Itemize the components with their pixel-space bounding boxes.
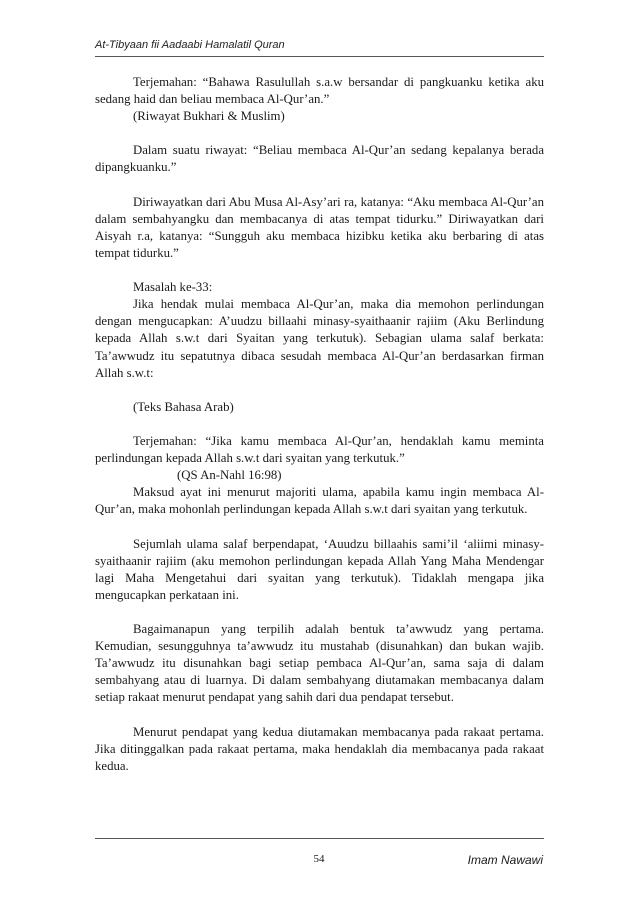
paragraph-translation-1 bbox=[95, 74, 544, 125]
paragraph-maksud-ayat: Maksud ayat ini menurut majoriti ulama, apabila kamu ingin membaca Al-Qur’an, maka mohonlah perlindungan kepada Allah s.w.t dari syaitan yang terkutuk. bbox=[95, 485, 544, 517]
header-rule bbox=[95, 56, 544, 57]
paragraph-translation-2 bbox=[95, 433, 544, 484]
running-header: At-Tibyaan fii Aadaabi Hamalatil Quran bbox=[95, 39, 285, 51]
paragraph-riwayat: Dalam suatu riwayat: “Beliau membaca Al-Qur’an sedang kepalanya berada dipangkuanku.” bbox=[95, 143, 544, 175]
paragraph-abu-musa: Diriwayatkan dari Abu Musa Al-Asy’ari ra, katanya: “Aku membaca Al-Qur’an dalam sembahyangku dan membacanya di atas tempat tidurku.” Diriwayatkan dari Aisyah r.a, katanya: “Sungguh aku membaca hizibku ketika aku berbaring di atas tempat tidurku.” bbox=[95, 194, 544, 260]
page-number: 54 bbox=[313, 853, 325, 865]
paragraph-text: Terjemahan: “Bahawa Rasulullah s.a.w bersandar di pangkuanku ketika aku sedang haid dan beliau membaca Al-Qur’an.” bbox=[95, 75, 544, 107]
paragraph-rakaat: Menurut pendapat yang kedua diutamakan membacanya pada rakaat pertama. Jika ditinggalkan pada rakaat pertama, maka hendaklah dia membacanya pada rakaat kedua. bbox=[95, 724, 544, 773]
paragraph-masalah-33: Jika hendak mulai membaca Al-Qur’an, maka dia memohon perlindungan dengan mengucapkan: A’uudzu billaahi minasy-syaithaanir rajiim (Aku Berlindung kepada Allah s.w.t dari Syaitan yang terkutuk). Sebagian ulama salaf berkata: Ta’awwudz itu sepatutnya dibaca sesudah membaca Al-Qur’an berdasarkan firman Allah s.w.t: bbox=[95, 297, 544, 380]
page-body bbox=[95, 74, 544, 792]
masalah-heading: Masalah ke-33: bbox=[133, 280, 213, 295]
arabic-text-placeholder: (Teks Bahasa Arab) bbox=[133, 399, 234, 414]
hadith-source: (Riwayat Bukhari & Muslim) bbox=[133, 109, 285, 124]
footer-author: Imam Nawawi bbox=[467, 853, 543, 867]
paragraph-text: Terjemahan: “Jika kamu membaca Al-Qur’an, hendaklah kamu meminta perlindungan kepada Allah s.w.t dari syaitan yang terkutuk.” bbox=[95, 433, 544, 466]
quran-source: (QS An-Nahl 16:98) bbox=[177, 468, 282, 483]
footer-rule bbox=[95, 838, 544, 839]
paragraph-ulama-salaf: Sejumlah ulama salaf berpendapat, ‘Auudzu billaahis sami’il ‘aliimi minasy-syaithaanir rajiim (aku memohon perlindungan kepada Allah Yang Maha Mendengar lagi Maha Mengetahui dari syaitan yang terkutuk). Tidaklah mengapa jika mengucapkan perkataan ini. bbox=[95, 536, 544, 602]
paragraph-taawwudz: Bagaimanapun yang terpilih adalah bentuk ta’awwudz yang pertama. Kemudian, sesungguhnya ta’awwudz itu mustahab (disunahkan) dan bukan wajib. Ta’awwudz itu disunahkan bagi setiap pembaca Al-Qur’an, sama saja di dalam sembahyang atau di luarnya. Di dalam sembahyang diutamakan membacanya dalam setiap rakaat menurut pendapat yang sahih dari dua pendapat tersebut. bbox=[95, 622, 544, 705]
